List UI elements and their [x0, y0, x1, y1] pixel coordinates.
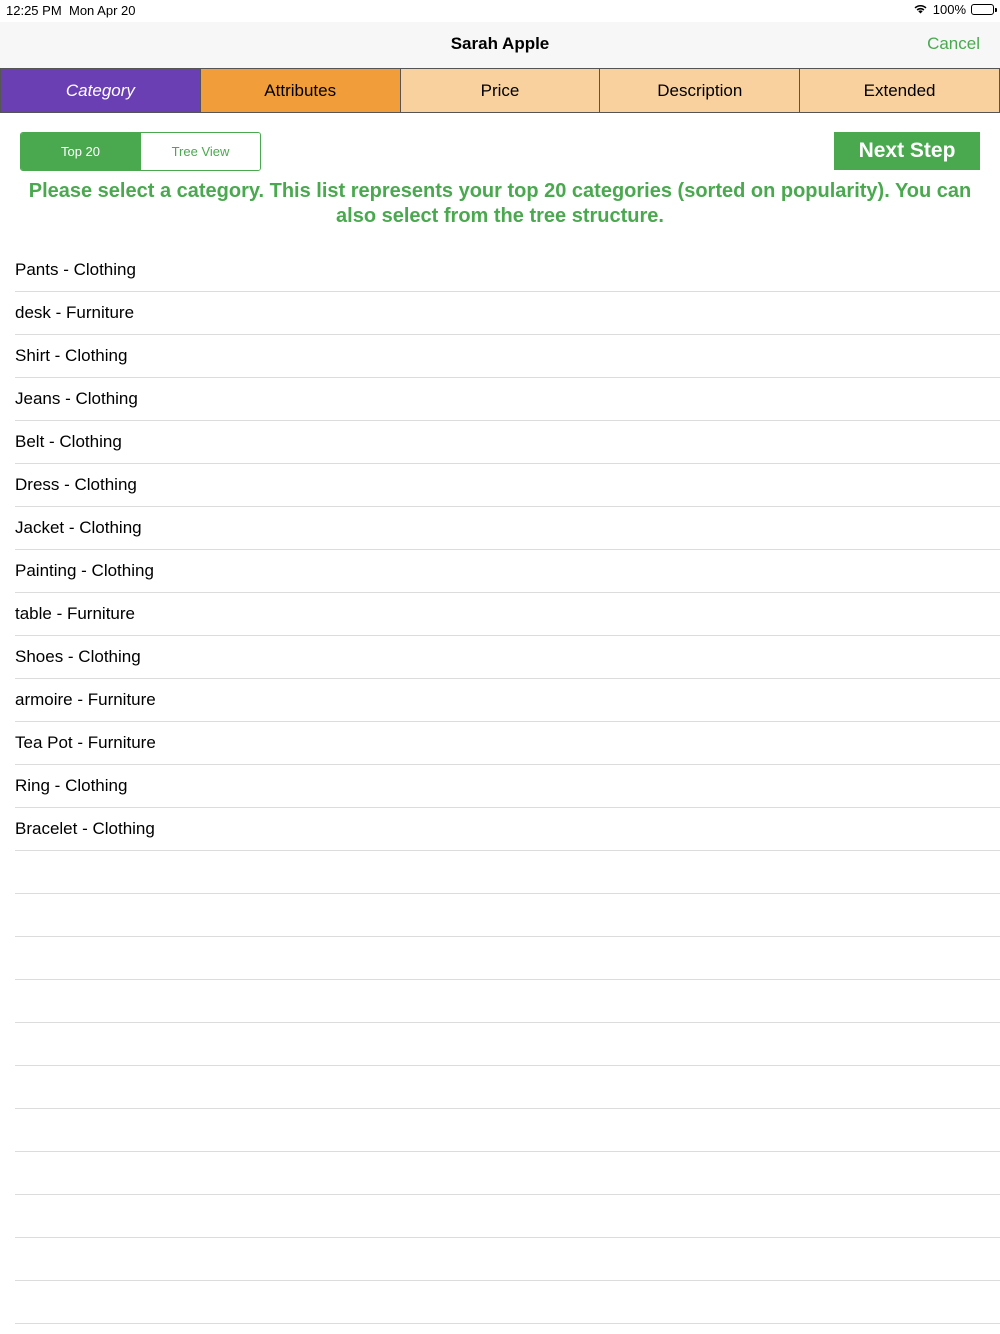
list-item[interactable]: desk - Furniture — [15, 292, 1000, 335]
list-item[interactable]: armoire - Furniture — [15, 679, 1000, 722]
battery-icon — [971, 4, 994, 15]
tab-extended[interactable]: Extended — [800, 68, 1000, 113]
top-20-segment[interactable]: Top 20 — [21, 133, 140, 170]
cancel-button[interactable]: Cancel — [927, 34, 980, 53]
status-date: Mon Apr 20 — [69, 3, 136, 18]
list-item[interactable]: Shirt - Clothing — [15, 335, 1000, 378]
list-item[interactable]: Bracelet - Clothing — [15, 808, 1000, 851]
tab-description[interactable]: Description — [600, 68, 800, 113]
category-list — [15, 249, 1000, 1324]
empty-list-row — [15, 1066, 1000, 1109]
list-item[interactable]: Tea Pot - Furniture — [15, 722, 1000, 765]
empty-list-row — [15, 1195, 1000, 1238]
step-tabs — [0, 68, 1000, 113]
tab-attributes[interactable]: Attributes — [201, 68, 401, 113]
empty-list-row — [15, 1238, 1000, 1281]
view-segmented-control — [20, 132, 261, 171]
status-bar — [0, 0, 1000, 22]
next-step-button[interactable]: Next Step — [834, 132, 980, 170]
list-item[interactable]: Shoes - Clothing — [15, 636, 1000, 679]
list-item[interactable]: Jacket - Clothing — [15, 507, 1000, 550]
empty-list-row — [15, 1152, 1000, 1195]
instructions-text: Please select a category. This list represents your top 20 categories (sorted on popularity). You can also select from the tree structure. — [28, 180, 972, 227]
empty-list-row — [15, 851, 1000, 894]
tree-view-segment[interactable]: Tree View — [140, 133, 260, 170]
list-item[interactable]: Painting - Clothing — [15, 550, 1000, 593]
empty-list-row — [15, 1023, 1000, 1066]
list-item[interactable]: Ring - Clothing — [15, 765, 1000, 808]
tab-price[interactable]: Price — [401, 68, 601, 113]
empty-list-row — [15, 1109, 1000, 1152]
tab-category[interactable]: Category — [0, 68, 201, 113]
empty-list-row — [15, 980, 1000, 1023]
page-title: Sarah Apple — [450, 34, 550, 53]
battery-percent: 100% — [932, 2, 966, 17]
status-time: 12:25 PM — [6, 3, 62, 18]
empty-list-row — [15, 937, 1000, 980]
navigation-bar — [0, 22, 1000, 68]
list-item[interactable]: Pants - Clothing — [15, 249, 1000, 292]
empty-list-row — [15, 1281, 1000, 1324]
empty-list-row — [15, 894, 1000, 937]
list-item[interactable]: Dress - Clothing — [15, 464, 1000, 507]
list-item[interactable]: Belt - Clothing — [15, 421, 1000, 464]
list-item[interactable]: Jeans - Clothing — [15, 378, 1000, 421]
wifi-icon — [913, 2, 928, 17]
list-item[interactable]: table - Furniture — [15, 593, 1000, 636]
status-indicators — [913, 2, 994, 17]
